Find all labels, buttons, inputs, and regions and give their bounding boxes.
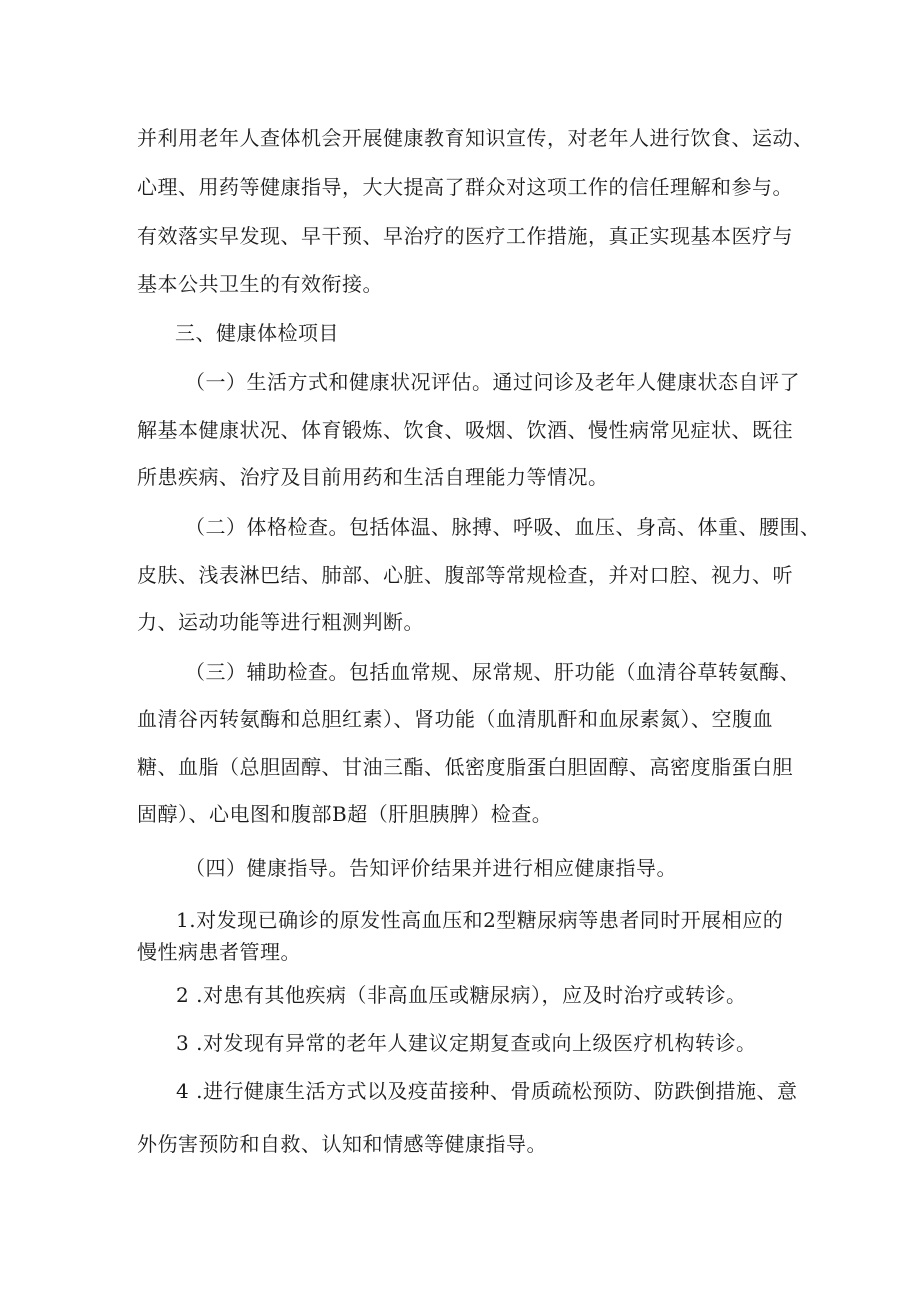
numbered-item-4: 4 .进行健康生活方式以及疫苗接种、骨质疏松预防、防跌倒措施、意 <box>176 1079 798 1103</box>
section-heading: 三、健康体检项目 <box>175 321 339 345</box>
numbered-item-1: 1.对发现已确诊的原发性高血压和2型糖尿病等患者同时开展相应的 <box>176 908 784 932</box>
item-3-line: 糖、血脂（总胆固醇、甘油三酯、低密度脂蛋白胆固醇、高密度脂蛋白胆 <box>137 755 793 779</box>
numbered-item-4-cont: 外伤害预防和自救、认知和情感等健康指导。 <box>137 1132 547 1156</box>
item-3-line: 固醇）、心电图和腹部B超（肝胆胰脾）检查。 <box>137 802 553 826</box>
intro-line: 并利用老年人查体机会开展健康教育知识宣传，对老年人进行饮食、运动、 <box>137 126 814 150</box>
item-1-line: （一）生活方式和健康状况评估。通过问诊及老年人健康状态自评了 <box>185 370 800 394</box>
item-2-line: 力、运动功能等进行粗测判断。 <box>137 610 424 634</box>
item-2-line: 皮肤、浅表淋巴结、肺部、心脏、腹部等常规检查，并对口腔、视力、听 <box>137 563 793 587</box>
item-1-line: 所患疾病、治疗及目前用药和生活自理能力等情况。 <box>137 465 609 489</box>
intro-line: 心理、用药等健康指导，大大提高了群众对这项工作的信任理解和参与。 <box>137 175 793 199</box>
item-1-line: 解基本健康状况、体育锻炼、饮食、吸烟、饮酒、慢性病常见症状、既往 <box>137 418 793 442</box>
item-3-line: （三）辅助检查。包括血常规、尿常规、肝功能（血清谷草转氨酶、 <box>185 660 800 684</box>
numbered-item-1-cont: 慢性病患者管理。 <box>137 940 301 964</box>
intro-line: 基本公共卫生的有效衔接。 <box>137 272 383 296</box>
intro-line: 有效落实早发现、早干预、早治疗的医疗工作措施，真正实现基本医疗与 <box>137 224 793 248</box>
numbered-item-3: 3 .对发现有异常的老年人建议定期复查或向上级医疗机构转诊。 <box>176 1031 757 1055</box>
item-2-line: （二）体格检查。包括体温、脉搏、呼吸、血压、身高、体重、腰围、 <box>185 515 821 539</box>
numbered-item-2: 2 .对患有其他疾病（非高血压或糖尿病），应及时治疗或转诊。 <box>176 983 747 1007</box>
item-3-line: 血清谷丙转氨酶和总胆红素）、肾功能（血清肌酐和血尿素氮）、空腹血 <box>137 707 773 731</box>
item-4-line: （四）健康指导。告知评价结果并进行相应健康指导。 <box>185 856 677 880</box>
